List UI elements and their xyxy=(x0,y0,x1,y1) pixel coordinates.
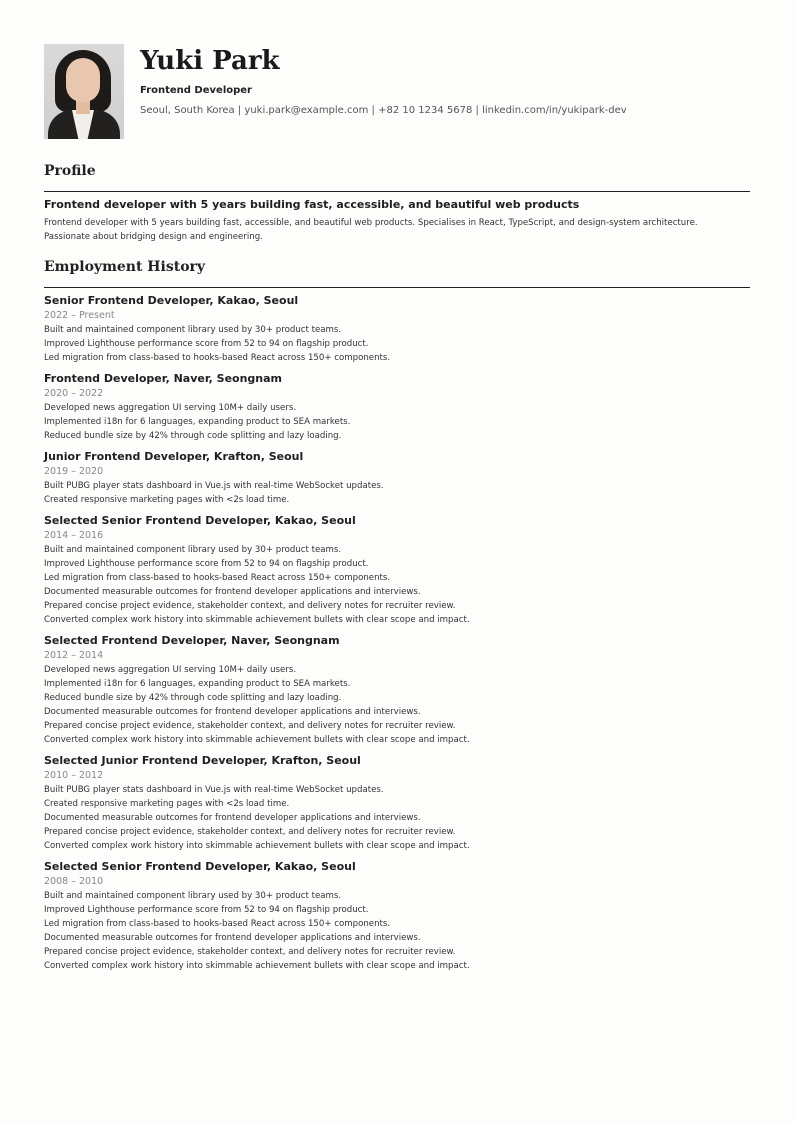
job-title: Senior Frontend Developer, Kakao, Seoul xyxy=(44,294,299,307)
job-bullet: Improved Lighthouse performance score from 52 to 94 on flagship product. xyxy=(44,905,369,915)
job-bullet: Built PUBG player stats dashboard in Vue.js with real-time WebSocket updates. xyxy=(44,785,384,795)
job-bullet: Documented measurable outcomes for frontend developer applications and interviews. xyxy=(44,933,421,943)
profile-summary-text xyxy=(44,216,750,244)
job-bullet: Documented measurable outcomes for frontend developer applications and interviews. xyxy=(44,587,421,597)
job-entry xyxy=(44,371,750,443)
profile-summary-title: Frontend developer with 5 years building fast, accessible, and beautiful web products xyxy=(44,198,580,211)
job-bullet: Implemented i18n for 6 languages, expanding product to SEA markets. xyxy=(44,679,351,689)
job-title: Selected Senior Frontend Developer, Kakao, Seoul xyxy=(44,514,356,527)
job-entry xyxy=(44,753,750,853)
job-title: Selected Frontend Developer, Naver, Seongnam xyxy=(44,634,340,647)
job-bullet: Built and maintained component library used by 30+ product teams. xyxy=(44,325,342,335)
header-text xyxy=(140,44,627,116)
job-dates: 2022 – Present xyxy=(44,310,115,321)
job-bullet: Led migration from class-based to hooks-based React across 150+ components. xyxy=(44,919,391,929)
job-dates: 2019 – 2020 xyxy=(44,466,104,477)
job-bullet: Led migration from class-based to hooks-based React across 150+ components. xyxy=(44,573,391,583)
job-bullet: Implemented i18n for 6 languages, expanding product to SEA markets. xyxy=(44,417,351,427)
job-bullet: Built and maintained component library used by 30+ product teams. xyxy=(44,545,342,555)
job-entry xyxy=(44,633,750,747)
job-bullet: Developed news aggregation UI serving 10M+ daily users. xyxy=(44,403,297,413)
job-bullet: Prepared concise project evidence, stakeholder context, and delivery notes for recruiter review. xyxy=(44,601,456,611)
resume-header xyxy=(44,44,750,139)
job-title: Frontend Developer, Naver, Seongnam xyxy=(44,372,283,385)
job-bullet: Improved Lighthouse performance score from 52 to 94 on flagship product. xyxy=(44,339,369,349)
job-bullet: Documented measurable outcomes for frontend developer applications and interviews. xyxy=(44,707,421,717)
job-bullet: Prepared concise project evidence, stakeholder context, and delivery notes for recruiter review. xyxy=(44,947,456,957)
job-entry xyxy=(44,513,750,627)
job-dates: 2014 – 2016 xyxy=(44,530,104,541)
job-bullet: Developed news aggregation UI serving 10M+ daily users. xyxy=(44,665,297,675)
job-bullet: Improved Lighthouse performance score from 52 to 94 on flagship product. xyxy=(44,559,369,569)
job-bullet: Converted complex work history into skimmable achievement bullets with clear scope and impact. xyxy=(44,841,470,851)
profile-summary-line: Frontend developer with 5 years building fast, accessible, and beautiful web products. Specialises in React, TypeScript, and design-system architecture. xyxy=(44,218,698,228)
job-dates: 2010 – 2012 xyxy=(44,770,104,781)
contact-line: Seoul, South Korea | yuki.park@example.com | +82 10 1234 5678 | linkedin.com/in/yukipark-dev xyxy=(140,105,627,116)
job-dates: 2008 – 2010 xyxy=(44,876,104,887)
job-entry xyxy=(44,449,750,507)
job-bullet: Converted complex work history into skimmable achievement bullets with clear scope and impact. xyxy=(44,735,470,745)
job-bullet: Built and maintained component library used by 30+ product teams. xyxy=(44,891,342,901)
section-heading-employment: Employment History xyxy=(44,259,750,288)
job-dates: 2020 – 2022 xyxy=(44,388,104,399)
candidate-name: Yuki Park xyxy=(140,46,280,76)
profile-photo xyxy=(44,44,124,139)
job-entry xyxy=(44,859,750,973)
job-entry xyxy=(44,293,750,365)
job-bullet: Built PUBG player stats dashboard in Vue.js with real-time WebSocket updates. xyxy=(44,481,384,491)
job-bullet: Converted complex work history into skimmable achievement bullets with clear scope and impact. xyxy=(44,961,470,971)
job-dates: 2012 – 2014 xyxy=(44,650,104,661)
profile-section xyxy=(44,163,750,244)
job-title: Selected Junior Frontend Developer, Krafton, Seoul xyxy=(44,754,361,767)
job-bullet: Converted complex work history into skimmable achievement bullets with clear scope and impact. xyxy=(44,615,470,625)
job-bullet: Documented measurable outcomes for frontend developer applications and interviews. xyxy=(44,813,421,823)
job-title: Junior Frontend Developer, Krafton, Seoul xyxy=(44,450,304,463)
job-title: Selected Senior Frontend Developer, Kakao, Seoul xyxy=(44,860,356,873)
employment-section xyxy=(44,259,750,973)
job-bullet: Led migration from class-based to hooks-based React across 150+ components. xyxy=(44,353,391,363)
candidate-title: Frontend Developer xyxy=(140,85,252,96)
profile-summary-line: Passionate about bridging design and engineering. xyxy=(44,232,263,242)
job-bullet: Prepared concise project evidence, stakeholder context, and delivery notes for recruiter review. xyxy=(44,827,456,837)
job-bullet: Reduced bundle size by 42% through code splitting and lazy loading. xyxy=(44,431,342,441)
job-bullet: Created responsive marketing pages with <2s load time. xyxy=(44,799,290,809)
section-heading-profile: Profile xyxy=(44,163,750,192)
resume-page xyxy=(44,44,750,973)
job-list xyxy=(44,293,750,973)
job-bullet: Prepared concise project evidence, stakeholder context, and delivery notes for recruiter review. xyxy=(44,721,456,731)
job-bullet: Created responsive marketing pages with <2s load time. xyxy=(44,495,290,505)
job-bullet: Reduced bundle size by 42% through code splitting and lazy loading. xyxy=(44,693,342,703)
